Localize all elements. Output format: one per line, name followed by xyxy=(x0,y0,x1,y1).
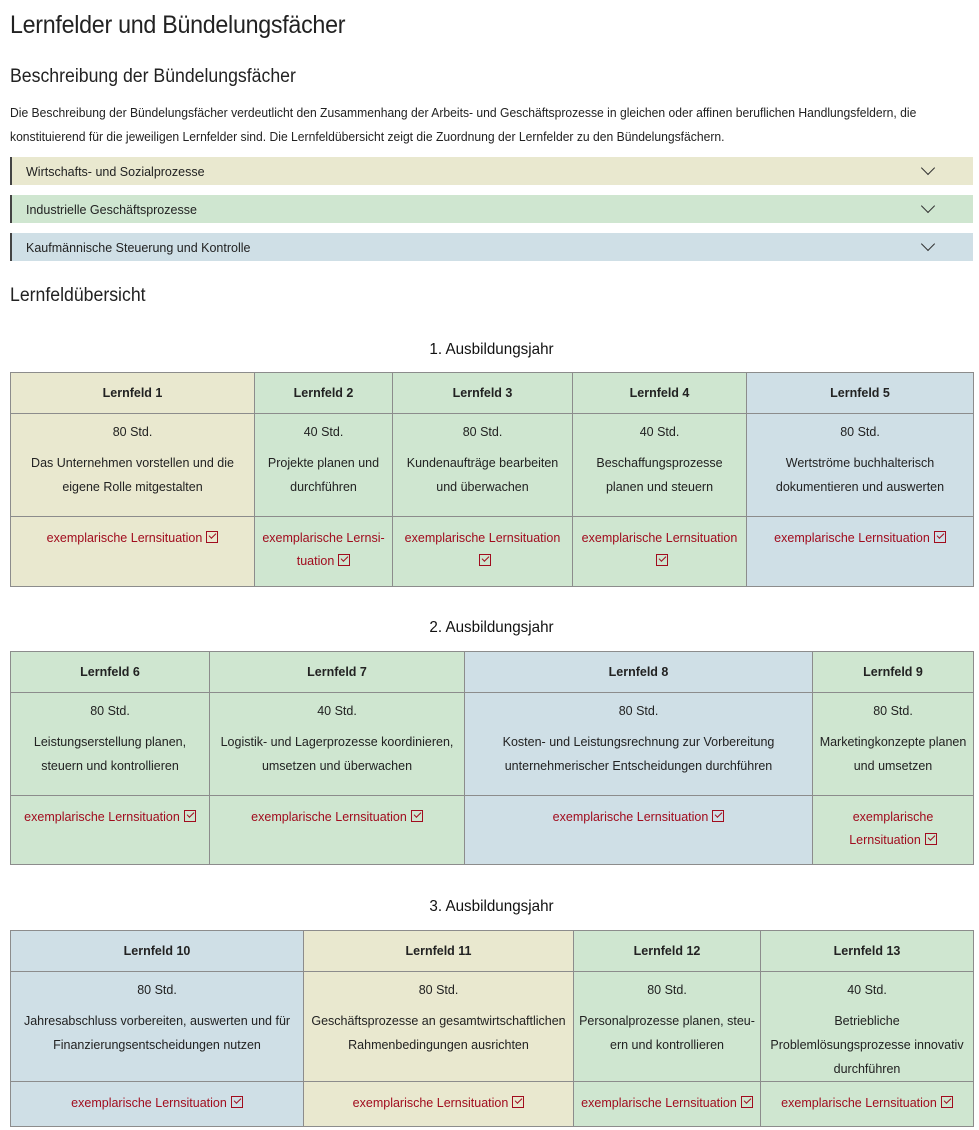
chevron-down-icon[interactable] xyxy=(921,199,935,213)
lernfeld-hours: 80 Std. xyxy=(873,704,913,718)
external-edit-icon xyxy=(712,810,724,822)
lernfeld-description: Das Unternehmen vorstellen und die eigene Rolle mitgestalten xyxy=(31,456,234,494)
lernsituation-link[interactable]: exemplarische Lernsituation xyxy=(24,810,196,824)
external-edit-icon xyxy=(512,1096,524,1108)
lernfeld-cell xyxy=(761,972,974,1082)
table-row xyxy=(11,414,974,517)
table-header-row xyxy=(11,652,974,693)
lernfeld-name: Lernfeld 8 xyxy=(465,652,813,693)
lernfeld-description: Betriebliche Problemlösungsprozesse innovativ durchführen xyxy=(770,1014,964,1076)
lernfeld-hours: 80 Std. xyxy=(137,983,177,997)
lernfeld-description: Kosten- und Leistungsrechnung zur Vorbereitung unternehmerischer Entscheidungen durchführen xyxy=(502,735,775,773)
lernfeld-cell xyxy=(574,972,761,1082)
lernsituation-link[interactable]: exemplarische Lernsituation xyxy=(581,1096,753,1110)
accordion-label: Kaufmännische Steuerung und Kontrolle xyxy=(26,241,251,255)
link-cell xyxy=(761,1082,974,1127)
table-header-row xyxy=(11,373,974,414)
lernfeld-description: Wertströme buchhalterisch dokumentieren und auswerten xyxy=(775,456,945,494)
external-edit-icon xyxy=(411,810,423,822)
lernsituation-link[interactable]: exemplarische Lernsituation xyxy=(47,531,219,545)
year-title: 3. Ausbildungsjahr xyxy=(429,898,554,915)
chevron-down-icon[interactable] xyxy=(921,237,935,251)
lernsituation-link[interactable]: exemplarische Lernsituation xyxy=(262,531,385,568)
lernsituation-link[interactable]: exemplarische Lernsituation xyxy=(71,1096,243,1110)
external-edit-icon xyxy=(941,1096,953,1108)
lernfeld-cell xyxy=(747,414,974,517)
year-1-table xyxy=(10,372,974,587)
lernfeld-name: Lernfeld 3 xyxy=(393,373,573,414)
lernfeld-cell xyxy=(304,972,574,1082)
external-edit-icon xyxy=(206,531,218,543)
lernfeld-hours: 80 Std. xyxy=(112,425,153,439)
lernsituation-link[interactable]: exemplarische Lernsituation xyxy=(774,531,946,545)
accordion-label: Industrielle Geschäftsprozesse xyxy=(26,203,197,217)
link-cell xyxy=(304,1082,574,1127)
lernfeld-name: Lernfeld 7 xyxy=(210,652,465,693)
lernfeld-name: Lernfeld 13 xyxy=(761,931,974,972)
year-title: 2. Ausbildungsjahr xyxy=(429,619,554,636)
external-edit-icon xyxy=(338,554,350,566)
accordion-industrielle-geschaeftsprozesse[interactable] xyxy=(10,195,973,223)
lernfeld-hours: 80 Std. xyxy=(618,704,659,718)
lernfeld-cell xyxy=(255,414,393,517)
lernfeld-description: Geschäftsprozesse an gesamtwirtschaftlichen Rahmenbedingungen ausrichten xyxy=(311,1014,566,1052)
overview-heading: Lernfeldübersicht xyxy=(10,285,146,306)
link-cell xyxy=(573,517,747,587)
table-header-row xyxy=(11,931,974,972)
lernfeld-description: Jahresabschluss vorbereiten, auswerten und für Finanzierungsentscheidungen nutzen xyxy=(23,1014,291,1052)
lernfeld-cell xyxy=(465,693,813,796)
external-edit-icon xyxy=(184,810,196,822)
lernfeld-description: Logistik- und Lagerprozesse koordinieren, umsetzen und überwachen xyxy=(220,735,454,773)
lernfeld-name: Lernfeld 9 xyxy=(813,652,974,693)
lernfeld-hours: 80 Std. xyxy=(462,425,503,439)
table-row xyxy=(11,1082,974,1127)
lernfeld-hours: 80 Std. xyxy=(418,983,459,997)
lernfeld-description: Marketingkonzepte planen und umsetzen xyxy=(819,735,967,773)
table-row xyxy=(11,796,974,865)
lernfeld-cell xyxy=(11,693,210,796)
lernfeld-cell xyxy=(813,693,974,796)
table-row xyxy=(11,693,974,796)
lernfeld-name: Lernfeld 5 xyxy=(747,373,974,414)
lernfeld-cell xyxy=(393,414,573,517)
lernfeld-name: Lernfeld 6 xyxy=(11,652,210,693)
lernfeld-hours: 40 Std. xyxy=(639,425,680,439)
lernfeld-description: Leistungserstellung planen, steuern und kontrollieren xyxy=(33,735,187,773)
lernsituation-link[interactable]: exemplarische Lernsituation xyxy=(353,1096,525,1110)
lernsituation-link[interactable]: exemplarische Lernsituation xyxy=(781,1096,953,1110)
page-title: Lernfelder und Bündelungsfächer xyxy=(10,11,346,39)
table-row xyxy=(11,972,974,1082)
link-cell xyxy=(11,1082,304,1127)
link-cell xyxy=(747,517,974,587)
lernfeld-hours: 40 Std. xyxy=(317,704,357,718)
lernfeld-cell xyxy=(11,414,255,517)
lernsituation-link[interactable]: exemplarische Lernsituation xyxy=(582,531,738,568)
lernfeld-name: Lernfeld 10 xyxy=(11,931,304,972)
lernfeld-description: Beschaffungsprozesse planen und steuern xyxy=(596,456,723,494)
lernfeld-name: Lernfeld 12 xyxy=(574,931,761,972)
lernfeld-cell xyxy=(573,414,747,517)
lernfeld-cell xyxy=(210,693,465,796)
lernfeld-name: Lernfeld 1 xyxy=(11,373,255,414)
link-cell xyxy=(11,517,255,587)
accordion-kaufmaennische-steuerung[interactable] xyxy=(10,233,973,261)
description-heading: Beschreibung der Bündelungsfächer xyxy=(10,66,296,87)
external-edit-icon xyxy=(741,1096,753,1108)
lernfeld-hours: 80 Std. xyxy=(840,425,880,439)
table-row xyxy=(11,517,974,587)
link-cell xyxy=(210,796,465,865)
lernfeld-hours: 40 Std. xyxy=(303,425,344,439)
accordion-label: Wirtschafts- und Sozialprozesse xyxy=(26,165,205,179)
link-cell xyxy=(393,517,573,587)
lernfeld-name: Lernfeld 11 xyxy=(304,931,574,972)
lernsituation-link[interactable]: exemplarische Lernsituation xyxy=(849,810,937,847)
lernsituation-link[interactable]: exemplarische Lernsituation xyxy=(251,810,423,824)
link-cell xyxy=(11,796,210,865)
external-edit-icon xyxy=(934,531,946,543)
lernfeld-cell xyxy=(11,972,304,1082)
external-edit-icon xyxy=(656,554,668,566)
lernfeld-description: Personalprozesse planen, steuern und kontrollieren xyxy=(579,1014,755,1052)
year-3-table xyxy=(10,930,974,1127)
accordion-wirtschafts-sozialprozesse[interactable] xyxy=(10,157,973,185)
link-cell xyxy=(465,796,813,865)
lernfeld-hours: 40 Std. xyxy=(847,983,887,997)
year-title: 1. Ausbildungsjahr xyxy=(429,341,554,358)
link-cell xyxy=(574,1082,761,1127)
external-edit-icon xyxy=(479,554,491,566)
lernfeld-description: Kundenaufträge bearbeiten und überwachen xyxy=(406,456,559,494)
external-edit-icon xyxy=(231,1096,243,1108)
chevron-down-icon[interactable] xyxy=(921,161,935,175)
lernfeld-description: Projekte planen und durchführen xyxy=(267,456,380,494)
intro-text: Die Beschreibung der Bündelungsfächer verdeutlicht den Zusammenhang der Arbeits- und Geschäftsprozesse in gleichen oder affinen beruflichen Handlungsfeldern, die konstituierend für die jeweiligen Lernfelder sind. Die Lernfeldübersicht zeigt die Zuordnung der Lernfelder zu den Bündelungsfächern. xyxy=(10,106,917,144)
link-cell xyxy=(255,517,393,587)
lernfeld-hours: 80 Std. xyxy=(647,983,687,997)
year-2-table xyxy=(10,651,974,865)
lernsituation-link[interactable]: exemplarische Lernsituation xyxy=(405,531,561,568)
external-edit-icon xyxy=(925,833,937,845)
lernfeld-name: Lernfeld 2 xyxy=(255,373,393,414)
lernfeld-name: Lernfeld 4 xyxy=(573,373,747,414)
link-cell xyxy=(813,796,974,865)
lernfeld-hours: 80 Std. xyxy=(90,704,130,718)
lernsituation-link[interactable]: exemplarische Lernsituation xyxy=(553,810,725,824)
